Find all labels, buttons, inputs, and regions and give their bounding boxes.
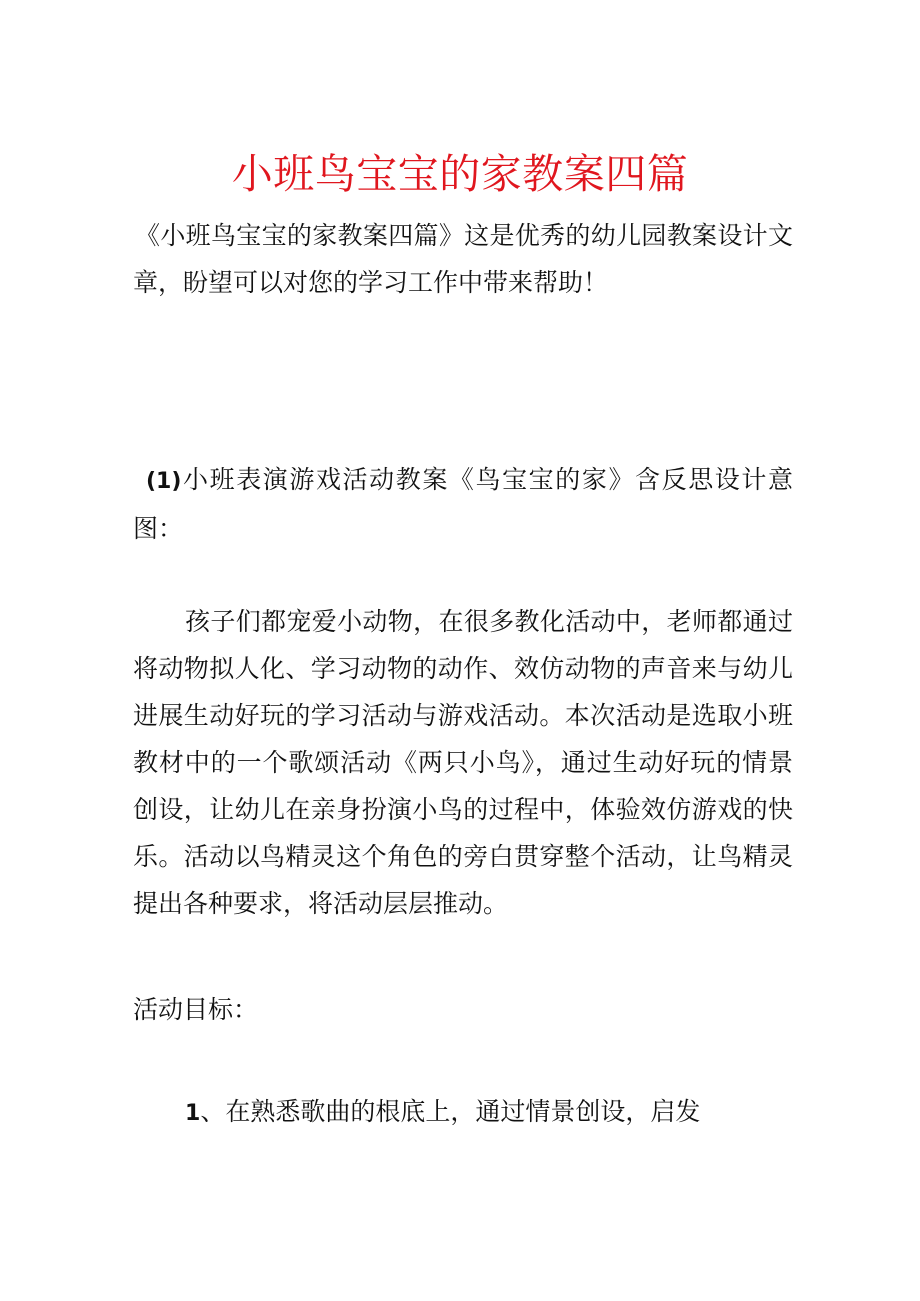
- goal-number: 1: [185, 1101, 201, 1126]
- goal-text: 、在熟悉歌曲的根底上，通过情景创设，启发: [200, 1097, 701, 1126]
- section-heading-text: 小班表演游戏活动教案《鸟宝宝的家》含反思设计意图：: [133, 465, 793, 543]
- section-heading: [133, 456, 793, 552]
- goals-label: 活动目标：: [133, 995, 259, 1024]
- body-paragraph: 孩子们都宠爱小动物，在很多教化活动中，老师都通过将动物拟人化、学习动物的动作、效仿动物的声音来与幼儿进展生动好玩的学习活动与游戏活动。本次活动是选取小班教材中的一个歌颂活动《两只小鸟》，通过生动好玩的情景创设，让幼儿在亲身扮演小鸟的过程中，体验效仿游戏的快乐。活动以鸟精灵这个角色的旁白贯穿整个活动，让鸟精灵提出各种要求，将活动层层推动。: [133, 607, 793, 918]
- document-title: 小班鸟宝宝的家教案四篇: [231, 150, 689, 198]
- section-number: (1): [146, 469, 182, 494]
- intro-paragraph: 《小班鸟宝宝的家教案四篇》这是优秀的幼儿园教案设计文章，盼望可以对您的学习工作中带来帮助！: [133, 221, 793, 297]
- goal-item-1: [133, 1088, 793, 1137]
